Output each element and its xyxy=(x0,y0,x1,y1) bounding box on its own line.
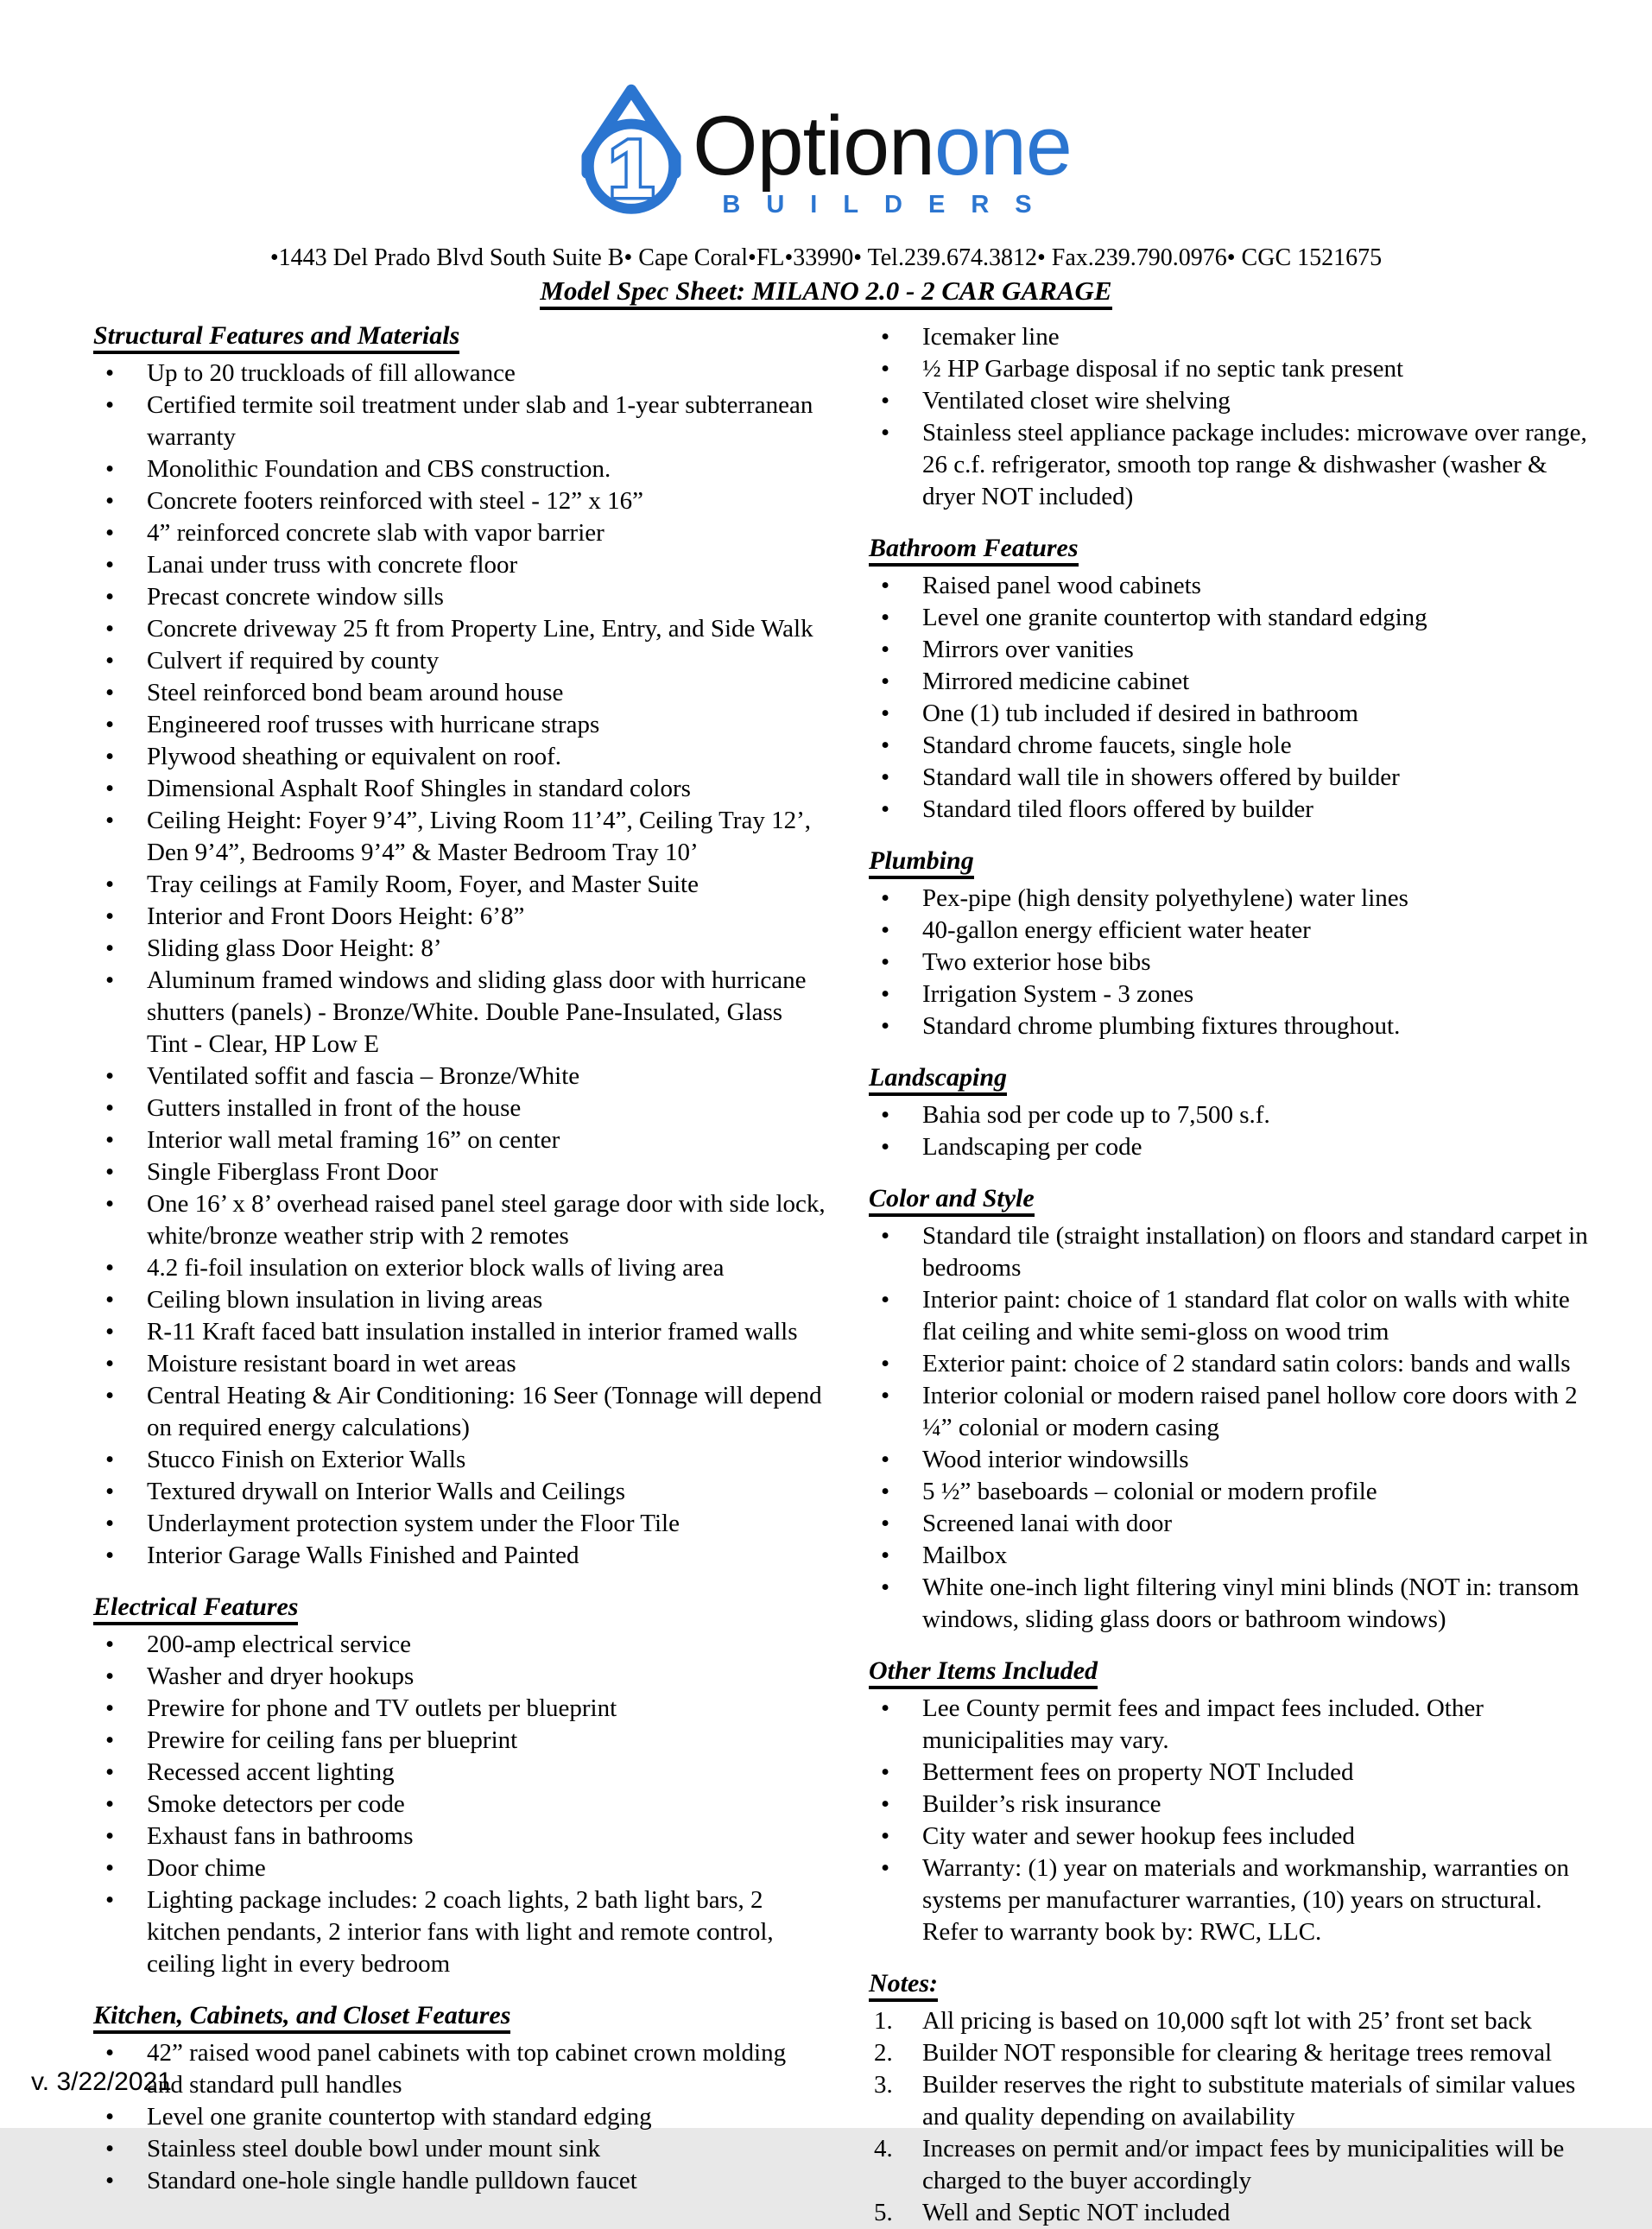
brand-subtitle: BUILDERS xyxy=(722,191,1058,218)
section-bathroom-features xyxy=(869,534,1601,826)
company-address-line: •1443 Del Prado Blvd South Suite B• Cape Coral•FL•33990• Tel.239.674.3812• Fax.239.790.0976• CGC 1521675 xyxy=(269,244,1383,271)
spec-item: • Lighting package includes: 2 coach lights, 2 bath light bars, 2 kitchen pendants, 2 interior fans with light and remote control, ceiling light in every bedroom xyxy=(93,1884,826,1980)
spec-item: • Icemaker line xyxy=(869,321,1601,353)
spec-list xyxy=(869,2005,1601,2229)
spec-item: • Prewire for phone and TV outlets per blueprint xyxy=(93,1693,826,1725)
spec-item: • Ceiling blown insulation in living areas xyxy=(93,1284,826,1316)
spec-item: Well and Septic NOT included xyxy=(922,2199,1231,2226)
brand-name-one: one xyxy=(934,98,1072,193)
spec-item: • Precast concrete window sills xyxy=(93,581,826,613)
spec-item: • Raised panel wood cabinets xyxy=(869,570,1601,602)
spec-item: • Steel reinforced bond beam around house xyxy=(93,677,826,709)
spec-item: • Ventilated closet wire shelving xyxy=(869,385,1601,417)
spec-list xyxy=(93,1629,826,1980)
spec-item: • One (1) tub included if desired in bathroom xyxy=(869,698,1601,730)
spec-item: • Central Heating & Air Conditioning: 16 Seer (Tonnage will depend on required energy calculations) xyxy=(93,1380,826,1444)
section-heading-text: Notes: xyxy=(869,1969,938,2002)
spec-item: • Mailbox xyxy=(869,1540,1601,1572)
spec-item: • Washer and dryer hookups xyxy=(93,1661,826,1693)
section-heading xyxy=(869,1656,1601,1686)
spec-list xyxy=(869,321,1601,513)
spec-item: • Interior paint: choice of 1 standard flat color on walls with white flat ceiling and white semi-gloss on wood trim xyxy=(869,1284,1601,1348)
left-column xyxy=(93,321,826,2197)
spec-item: • Moisture resistant board in wet areas xyxy=(93,1348,826,1380)
section-color-and-style xyxy=(869,1184,1601,1636)
spec-item: • Standard chrome plumbing fixtures throughout. xyxy=(869,1010,1601,1042)
spec-item: • Ventilated soffit and fascia – Bronze/White xyxy=(93,1061,826,1092)
section-structural-features-and-materials xyxy=(93,321,826,1572)
spec-item: • Tray ceilings at Family Room, Foyer, and Master Suite xyxy=(93,869,826,901)
spec-item: • Engineered roof trusses with hurricane straps xyxy=(93,709,826,741)
spec-item: • Pex-pipe (high density polyethylene) water lines xyxy=(869,883,1601,915)
spec-item: • Concrete footers reinforced with steel - 12” x 16” xyxy=(93,485,826,517)
spec-item: • 40-gallon energy efficient water heater xyxy=(869,915,1601,947)
spec-item: • Two exterior hose bibs xyxy=(869,947,1601,978)
spec-item: • Screened lanai with door xyxy=(869,1508,1601,1540)
spec-item: • 5 ½” baseboards – colonial or modern profile xyxy=(869,1476,1601,1508)
spec-item: • Level one granite countertop with standard edging xyxy=(93,2101,826,2133)
company-logo xyxy=(0,76,1652,223)
spec-item: • R-11 Kraft faced batt insulation installed in interior framed walls xyxy=(93,1316,826,1348)
section-heading-text: Other Items Included xyxy=(869,1656,1098,1689)
spec-item: • Builder’s risk insurance xyxy=(869,1789,1601,1821)
section-heading-text: Electrical Features xyxy=(93,1593,298,1625)
section-landscaping xyxy=(869,1063,1601,1163)
spec-item: • Standard tiled floors offered by builder xyxy=(869,794,1601,826)
spec-item: • 200-amp electrical service xyxy=(93,1629,826,1661)
house-number-one-icon xyxy=(580,76,682,223)
right-column xyxy=(869,321,1601,2229)
spec-item: • Standard wall tile in showers offered by builder xyxy=(869,762,1601,794)
spec-item: • One 16’ x 8’ overhead raised panel steel garage door with side lock, white/bronze weather strip with 2 remotes xyxy=(93,1188,826,1252)
spec-list xyxy=(869,570,1601,826)
spec-item: • Single Fiberglass Front Door xyxy=(93,1156,826,1188)
spec-item: • Lee County permit fees and impact fees included. Other municipalities may vary. xyxy=(869,1693,1601,1757)
spec-item: • 42” raised wood panel cabinets with top cabinet crown molding and standard pull handles xyxy=(93,2037,826,2101)
spec-item: Builder reserves the right to substitute materials of similar values and quality depending on availability xyxy=(922,2071,1576,2131)
spec-list xyxy=(869,1693,1601,1948)
document-title xyxy=(0,275,1652,307)
spec-item: • Interior wall metal framing 16” on center xyxy=(93,1124,826,1156)
spec-item: • Betterment fees on property NOT Included xyxy=(869,1757,1601,1789)
section-heading xyxy=(869,534,1601,563)
spec-item: • Mirrors over vanities xyxy=(869,634,1601,666)
section-kitchen-features-continued xyxy=(869,321,1601,513)
spec-item: • Standard one-hole single handle pulldown faucet xyxy=(93,2165,826,2197)
spec-item: • Standard chrome faucets, single hole xyxy=(869,730,1601,762)
section-kitchen-cabinets-and-closet-features xyxy=(93,2001,826,2197)
spec-item: Builder NOT responsible for clearing & heritage trees removal xyxy=(922,2039,1553,2067)
spec-item: • Textured drywall on Interior Walls and Ceilings xyxy=(93,1476,826,1508)
spec-item: • Standard tile (straight installation) on floors and standard carpet in bedrooms xyxy=(869,1220,1601,1284)
spec-item: • Gutters installed in front of the house xyxy=(93,1092,826,1124)
spec-item: • Stucco Finish on Exterior Walls xyxy=(93,1444,826,1476)
spec-list xyxy=(93,358,826,1572)
spec-item: • Interior and Front Doors Height: 6’8” xyxy=(93,901,826,933)
spec-item: • City water and sewer hookup fees included xyxy=(869,1821,1601,1852)
spec-item: • Aluminum framed windows and sliding glass door with hurricane shutters (panels) - Bronze/White. Double Pane-Insulated, Glass Tint - Clear, HP Low E xyxy=(93,965,826,1061)
spec-list xyxy=(869,1099,1601,1163)
section-heading-text: Structural Features and Materials xyxy=(93,321,459,354)
spec-list xyxy=(869,883,1601,1042)
section-heading-text: Plumbing xyxy=(869,846,974,879)
spec-item: • Warranty: (1) year on materials and workmanship, warranties on systems per manufacturer warranties, (10) years on structural. Refer to warranty book by: RWC, LLC. xyxy=(869,1852,1601,1948)
brand-name xyxy=(693,98,1072,193)
spec-item: • Level one granite countertop with standard edging xyxy=(869,602,1601,634)
spec-item: • Underlayment protection system under the Floor Tile xyxy=(93,1508,826,1540)
brand-name-option: Option xyxy=(693,98,934,193)
spec-item: • White one-inch light filtering vinyl mini blinds (NOT in: transom windows, sliding glass doors or bathroom windows) xyxy=(869,1572,1601,1636)
spec-list xyxy=(93,2037,826,2197)
section-heading xyxy=(869,1969,1601,1998)
svg-text:1: 1 xyxy=(608,124,655,216)
spec-item: • Culvert if required by county xyxy=(93,645,826,677)
spec-item: • Monolithic Foundation and CBS construction. xyxy=(93,453,826,485)
spec-item: All pricing is based on 10,000 sqft lot with 25’ front set back xyxy=(922,2007,1532,2035)
section-heading xyxy=(93,321,826,351)
section-notes xyxy=(869,1969,1601,2229)
section-electrical-features xyxy=(93,1593,826,1980)
spec-item: • 4” reinforced concrete slab with vapor barrier xyxy=(93,517,826,549)
spec-item: • Lanai under truss with concrete floor xyxy=(93,549,826,581)
spec-item: • Smoke detectors per code xyxy=(93,1789,826,1821)
spec-item: • Irrigation System - 3 zones xyxy=(869,978,1601,1010)
section-heading-text: Landscaping xyxy=(869,1063,1007,1096)
spec-item: • Dimensional Asphalt Roof Shingles in standard colors xyxy=(93,773,826,805)
spec-item: • Interior colonial or modern raised panel hollow core doors with 2 ¼” colonial or modern casing xyxy=(869,1380,1601,1444)
spec-item: • 4.2 fi-foil insulation on exterior block walls of living area xyxy=(93,1252,826,1284)
spec-item: • Interior Garage Walls Finished and Painted xyxy=(93,1540,826,1572)
spec-item: • Up to 20 truckloads of fill allowance xyxy=(93,358,826,389)
section-heading xyxy=(869,1184,1601,1213)
spec-item: • Recessed accent lighting xyxy=(93,1757,826,1789)
version-stamp: v. 3/22/2021 xyxy=(31,2068,172,2096)
spec-item: • Wood interior windowsills xyxy=(869,1444,1601,1476)
spec-item: • Landscaping per code xyxy=(869,1131,1601,1163)
spec-item: • Mirrored medicine cabinet xyxy=(869,666,1601,698)
section-heading xyxy=(93,2001,826,2030)
spec-item: • ½ HP Garbage disposal if no septic tank present xyxy=(869,353,1601,385)
section-heading xyxy=(869,846,1601,876)
spec-item: • Bahia sod per code up to 7,500 s.f. xyxy=(869,1099,1601,1131)
spec-item: • Certified termite soil treatment under slab and 1-year subterranean warranty xyxy=(93,389,826,453)
spec-item: • Stainless steel double bowl under mount sink xyxy=(93,2133,826,2165)
section-heading xyxy=(869,1063,1601,1092)
spec-item: • Concrete driveway 25 ft from Property Line, Entry, and Side Walk xyxy=(93,613,826,645)
document-title-text: Model Spec Sheet: MILANO 2.0 - 2 CAR GARAGE xyxy=(540,275,1111,310)
spec-item: Increases on permit and/or impact fees by municipalities will be charged to the buyer accordingly xyxy=(922,2135,1565,2194)
spec-list xyxy=(869,1220,1601,1636)
spec-item: • Door chime xyxy=(93,1852,826,1884)
spec-item: • Stainless steel appliance package includes: microwave over range, 26 c.f. refrigerator, smooth top range & dishwasher (washer & dryer NOT included) xyxy=(869,417,1601,513)
spec-item: • Exhaust fans in bathrooms xyxy=(93,1821,826,1852)
spec-item: • Ceiling Height: Foyer 9’4”, Living Room 11’4”, Ceiling Tray 12’, Den 9’4”, Bedrooms 9’4” & Master Bedroom Tray 10’ xyxy=(93,805,826,869)
spec-item: • Exterior paint: choice of 2 standard satin colors: bands and walls xyxy=(869,1348,1601,1380)
section-plumbing xyxy=(869,846,1601,1042)
spec-item: • Prewire for ceiling fans per blueprint xyxy=(93,1725,826,1757)
spec-item: • Sliding glass Door Height: 8’ xyxy=(93,933,826,965)
spec-item: • Plywood sheathing or equivalent on roof. xyxy=(93,741,826,773)
section-heading-text: Color and Style xyxy=(869,1184,1035,1217)
section-heading-text: Bathroom Features xyxy=(869,534,1079,567)
section-other-items-included xyxy=(869,1656,1601,1948)
section-heading xyxy=(93,1593,826,1622)
section-heading-text: Kitchen, Cabinets, and Closet Features xyxy=(93,2001,510,2034)
brand-text-block xyxy=(693,98,1072,219)
